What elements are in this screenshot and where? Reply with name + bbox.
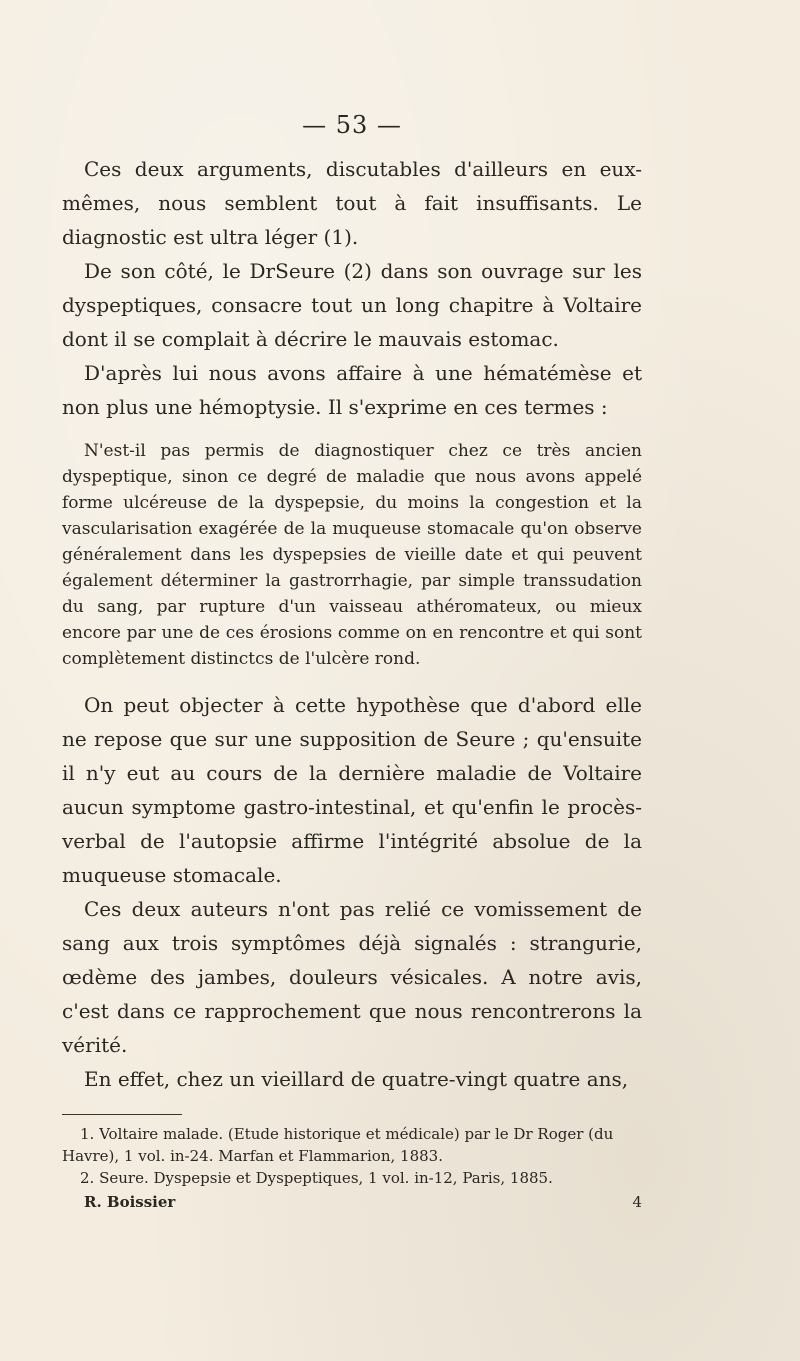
signature-sheet-number: 4 bbox=[632, 1193, 642, 1211]
footnote-divider bbox=[62, 1114, 182, 1115]
signature-line bbox=[62, 1193, 642, 1211]
paragraph: Ces deux auteurs n'ont pas relié ce vomissement de sang aux trois symptômes déjà signalés : strangurie, œdème des jambes, douleurs vésicales. A notre avis, c'est dans ce rapprochement que nous rencontrerons la vérité. bbox=[62, 897, 642, 1057]
footnotes bbox=[62, 1123, 642, 1189]
page bbox=[62, 108, 642, 1211]
body-after-quote bbox=[62, 688, 642, 1096]
quote-text: N'est-il pas permis de diagnostiquer chez ce très ancien dyspeptique, sinon ce degré de maladie que nous avons appelé forme ulcéreuse de la dyspepsie, du moins la congestion et la vascularisation exagérée de la muqueuse stomacale qu'on observe généralement dans les dyspepsies de vieille date et qui peuvent également déterminer la gastrorrhagie, par simple transsudation du sang, par rupture d'un vaisseau athéromateux, ou mieux encore par une de ces érosions comme on en rencontre et qui sont complètement distinctcs de l'ulcère rond. bbox=[62, 441, 642, 669]
footnote: 2. Seure. Dyspepsie et Dyspeptiques, 1 vol. in-12, Paris, 1885. bbox=[80, 1169, 553, 1187]
paragraph: En effet, chez un vieillard de quatre-vingt quatre ans, bbox=[84, 1067, 629, 1091]
paragraph: Ces deux arguments, discutables d'ailleurs en eux-mêmes, nous semblent tout à fait insuffisants. Le diagnostic est ultra léger (1). bbox=[62, 157, 642, 249]
page-number: — 53 — bbox=[302, 111, 402, 139]
paragraph: De son côté, le DrSeure (2) dans son ouvrage sur les dyspeptiques, consacre tout un long chapitre à Voltaire dont il se complait à décrire le mauvais estomac. bbox=[62, 259, 642, 351]
footnote: 1. Voltaire malade. (Etude historique et médicale) par le Dr Roger (du Havre), 1 vol. in-24. Marfan et Flammarion, 1883. bbox=[62, 1125, 614, 1165]
body-before-quote bbox=[62, 152, 642, 424]
signature-author: R. Boissier bbox=[84, 1193, 176, 1211]
block-quote bbox=[62, 438, 642, 672]
paragraph: On peut objecter à cette hypothèse que d'abord elle ne repose que sur une supposition de Seure ; qu'ensuite il n'y eut au cours de la dernière maladie de Voltaire aucun symptome gastro-intestinal, et qu'enfin le procès-verbal de l'autopsie affirme l'intégrité absolue de la muqueuse stomacale. bbox=[62, 693, 642, 887]
paragraph: D'après lui nous avons affaire à une hématémèse et non plus une hémoptysie. Il s'exprime en ces termes : bbox=[62, 361, 642, 419]
